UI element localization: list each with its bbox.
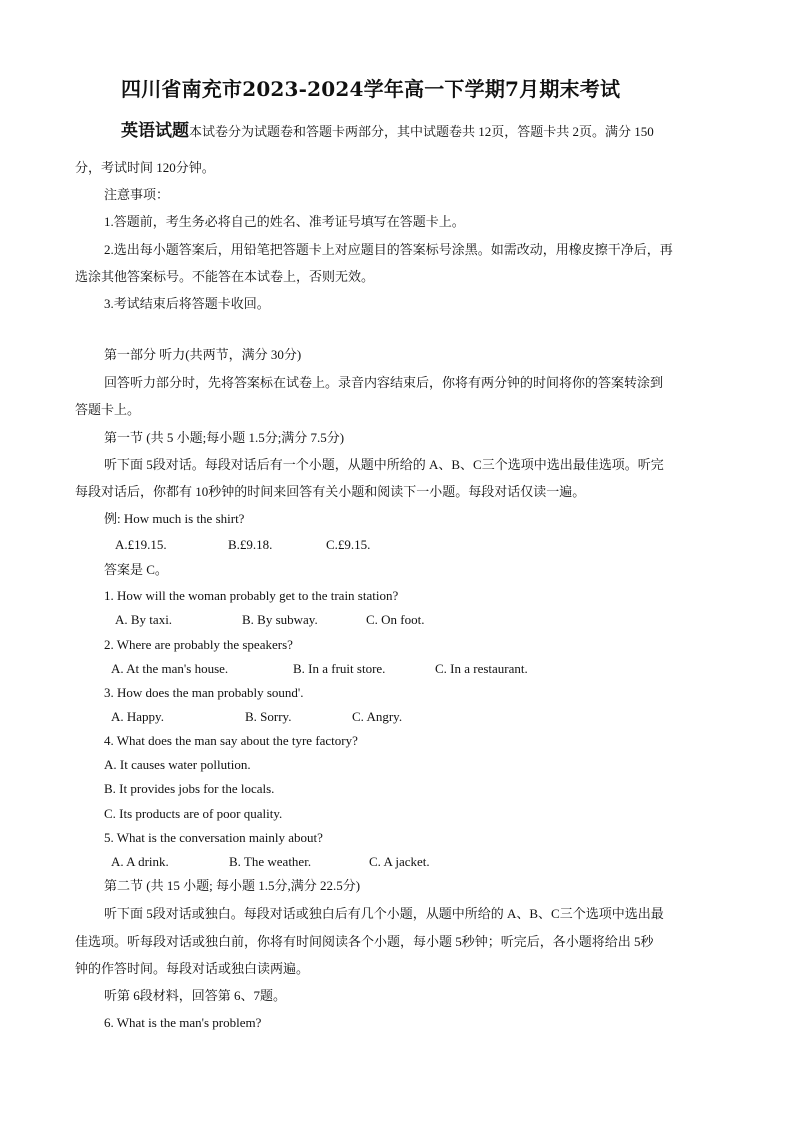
question-4-option-c: C. Its products are of poor quality. bbox=[104, 806, 283, 821]
notice-heading: 注意事项： bbox=[104, 187, 170, 202]
question-2: 2. Where are probably the speakers? bbox=[104, 637, 293, 652]
section1-heading: 第一节 (共 5 小题;每小题 1.5分;满分 7.5分) bbox=[104, 430, 345, 445]
question-2-option-b: B. In a fruit store. bbox=[293, 661, 386, 676]
question-4-option-b: B. It provides jobs for the locals. bbox=[104, 781, 275, 796]
question-1-option-b: B. By subway. bbox=[242, 612, 318, 627]
section2-instruction-line-2: 佳选项。听每段对话或独白前，你将有时间阅读各个小题，每小题 5秒钟；听完后，各小题将给出 5秒 bbox=[75, 934, 654, 949]
section1-instruction-line-1: 听下面 5段对话。每段对话后有一个小题，从题中所给的 A、B、C三个选项中选出最佳选项。听完 bbox=[104, 457, 664, 472]
question-6: 6. What is the man's problem? bbox=[104, 1015, 262, 1030]
question-4: 4. What does the man say about the tyre factory? bbox=[104, 733, 358, 748]
example-question: 例: How much is the shirt? bbox=[104, 511, 245, 526]
example-answer: 答案是 C。 bbox=[104, 562, 168, 577]
question-3-option-b: B. Sorry. bbox=[245, 709, 292, 724]
example-option-a: A.£19.15. bbox=[115, 537, 167, 552]
example-option-c: C.£9.15. bbox=[326, 537, 371, 552]
question-5: 5. What is the conversation mainly about? bbox=[104, 830, 323, 845]
question-5-option-b: B. The weather. bbox=[229, 854, 312, 869]
section2-heading: 第二节 (共 15 小题; 每小题 1.5分,满分 22.5分) bbox=[104, 878, 361, 893]
part1-instruction-line-1: 回答听力部分时，先将答案标在试卷上。录音内容结束后，你将有两分钟的时间将你的答案转涂到 bbox=[104, 375, 664, 390]
intro-text-1: 本试卷分为试题卷和答题卡两部分，其中试题卷共 12页，答题卡共 2页。满分 150 bbox=[189, 124, 654, 139]
part1-heading: 第一部分 听力(共两节，满分 30分) bbox=[104, 347, 302, 362]
notice-item-1: 1.答题前，考生务必将自己的姓名、准考证号填写在答题卡上。 bbox=[104, 214, 465, 229]
question-4-option-a: A. It causes water pollution. bbox=[104, 757, 251, 772]
section2-instruction-line-1: 听下面 5段对话或独白。每段对话或独白后有几个小题，从题中所给的 A、B、C三个选项中选出最 bbox=[104, 906, 664, 921]
question-5-option-c: C. A jacket. bbox=[369, 854, 430, 869]
example-option-b: B.£9.18. bbox=[228, 537, 273, 552]
section2-instruction-line-3: 钟的作答时间。每段对话或独白读两遍。 bbox=[75, 961, 310, 976]
section1-instruction-line-2: 每段对话后，你都有 10秒钟的时间来回答有关小题和阅读下一小题。每段对话仅读一遍。 bbox=[75, 484, 586, 499]
notice-item-2-line-2: 选涂其他答案标号。不能答在本试卷上，否则无效。 bbox=[75, 269, 375, 284]
part1-instruction-line-2: 答题卡上。 bbox=[75, 402, 141, 417]
question-2-option-c: C. In a restaurant. bbox=[435, 661, 528, 676]
notice-item-3: 3.考试结束后将答题卡收回。 bbox=[104, 296, 270, 311]
question-3-option-a: A. Happy. bbox=[111, 709, 164, 724]
question-3: 3. How does the man probably sound'. bbox=[104, 685, 304, 700]
question-5-option-a: A. A drink. bbox=[111, 854, 169, 869]
question-1: 1. How will the woman probably get to the train station? bbox=[104, 588, 399, 603]
intro-line-1 bbox=[121, 122, 654, 141]
page-title: 四川省南充市2023-2024学年高一下学期7月期末考试 bbox=[121, 77, 621, 101]
material-6-instruction: 听第 6段材料，回答第 6、7题。 bbox=[104, 988, 287, 1003]
question-2-option-a: A. At the man's house. bbox=[111, 661, 229, 676]
notice-item-2-line-1: 2.选出每小题答案后，用铅笔把答题卡上对应题目的答案标号涂黑。如需改动，用橡皮擦干净后，再 bbox=[104, 242, 673, 257]
intro-line-2: 分，考试时间 120分钟。 bbox=[75, 160, 215, 175]
question-1-option-a: A. By taxi. bbox=[115, 612, 173, 627]
subject-label: 英语试题 bbox=[121, 121, 189, 141]
question-1-option-c: C. On foot. bbox=[366, 612, 425, 627]
question-3-option-c: C. Angry. bbox=[352, 709, 403, 724]
